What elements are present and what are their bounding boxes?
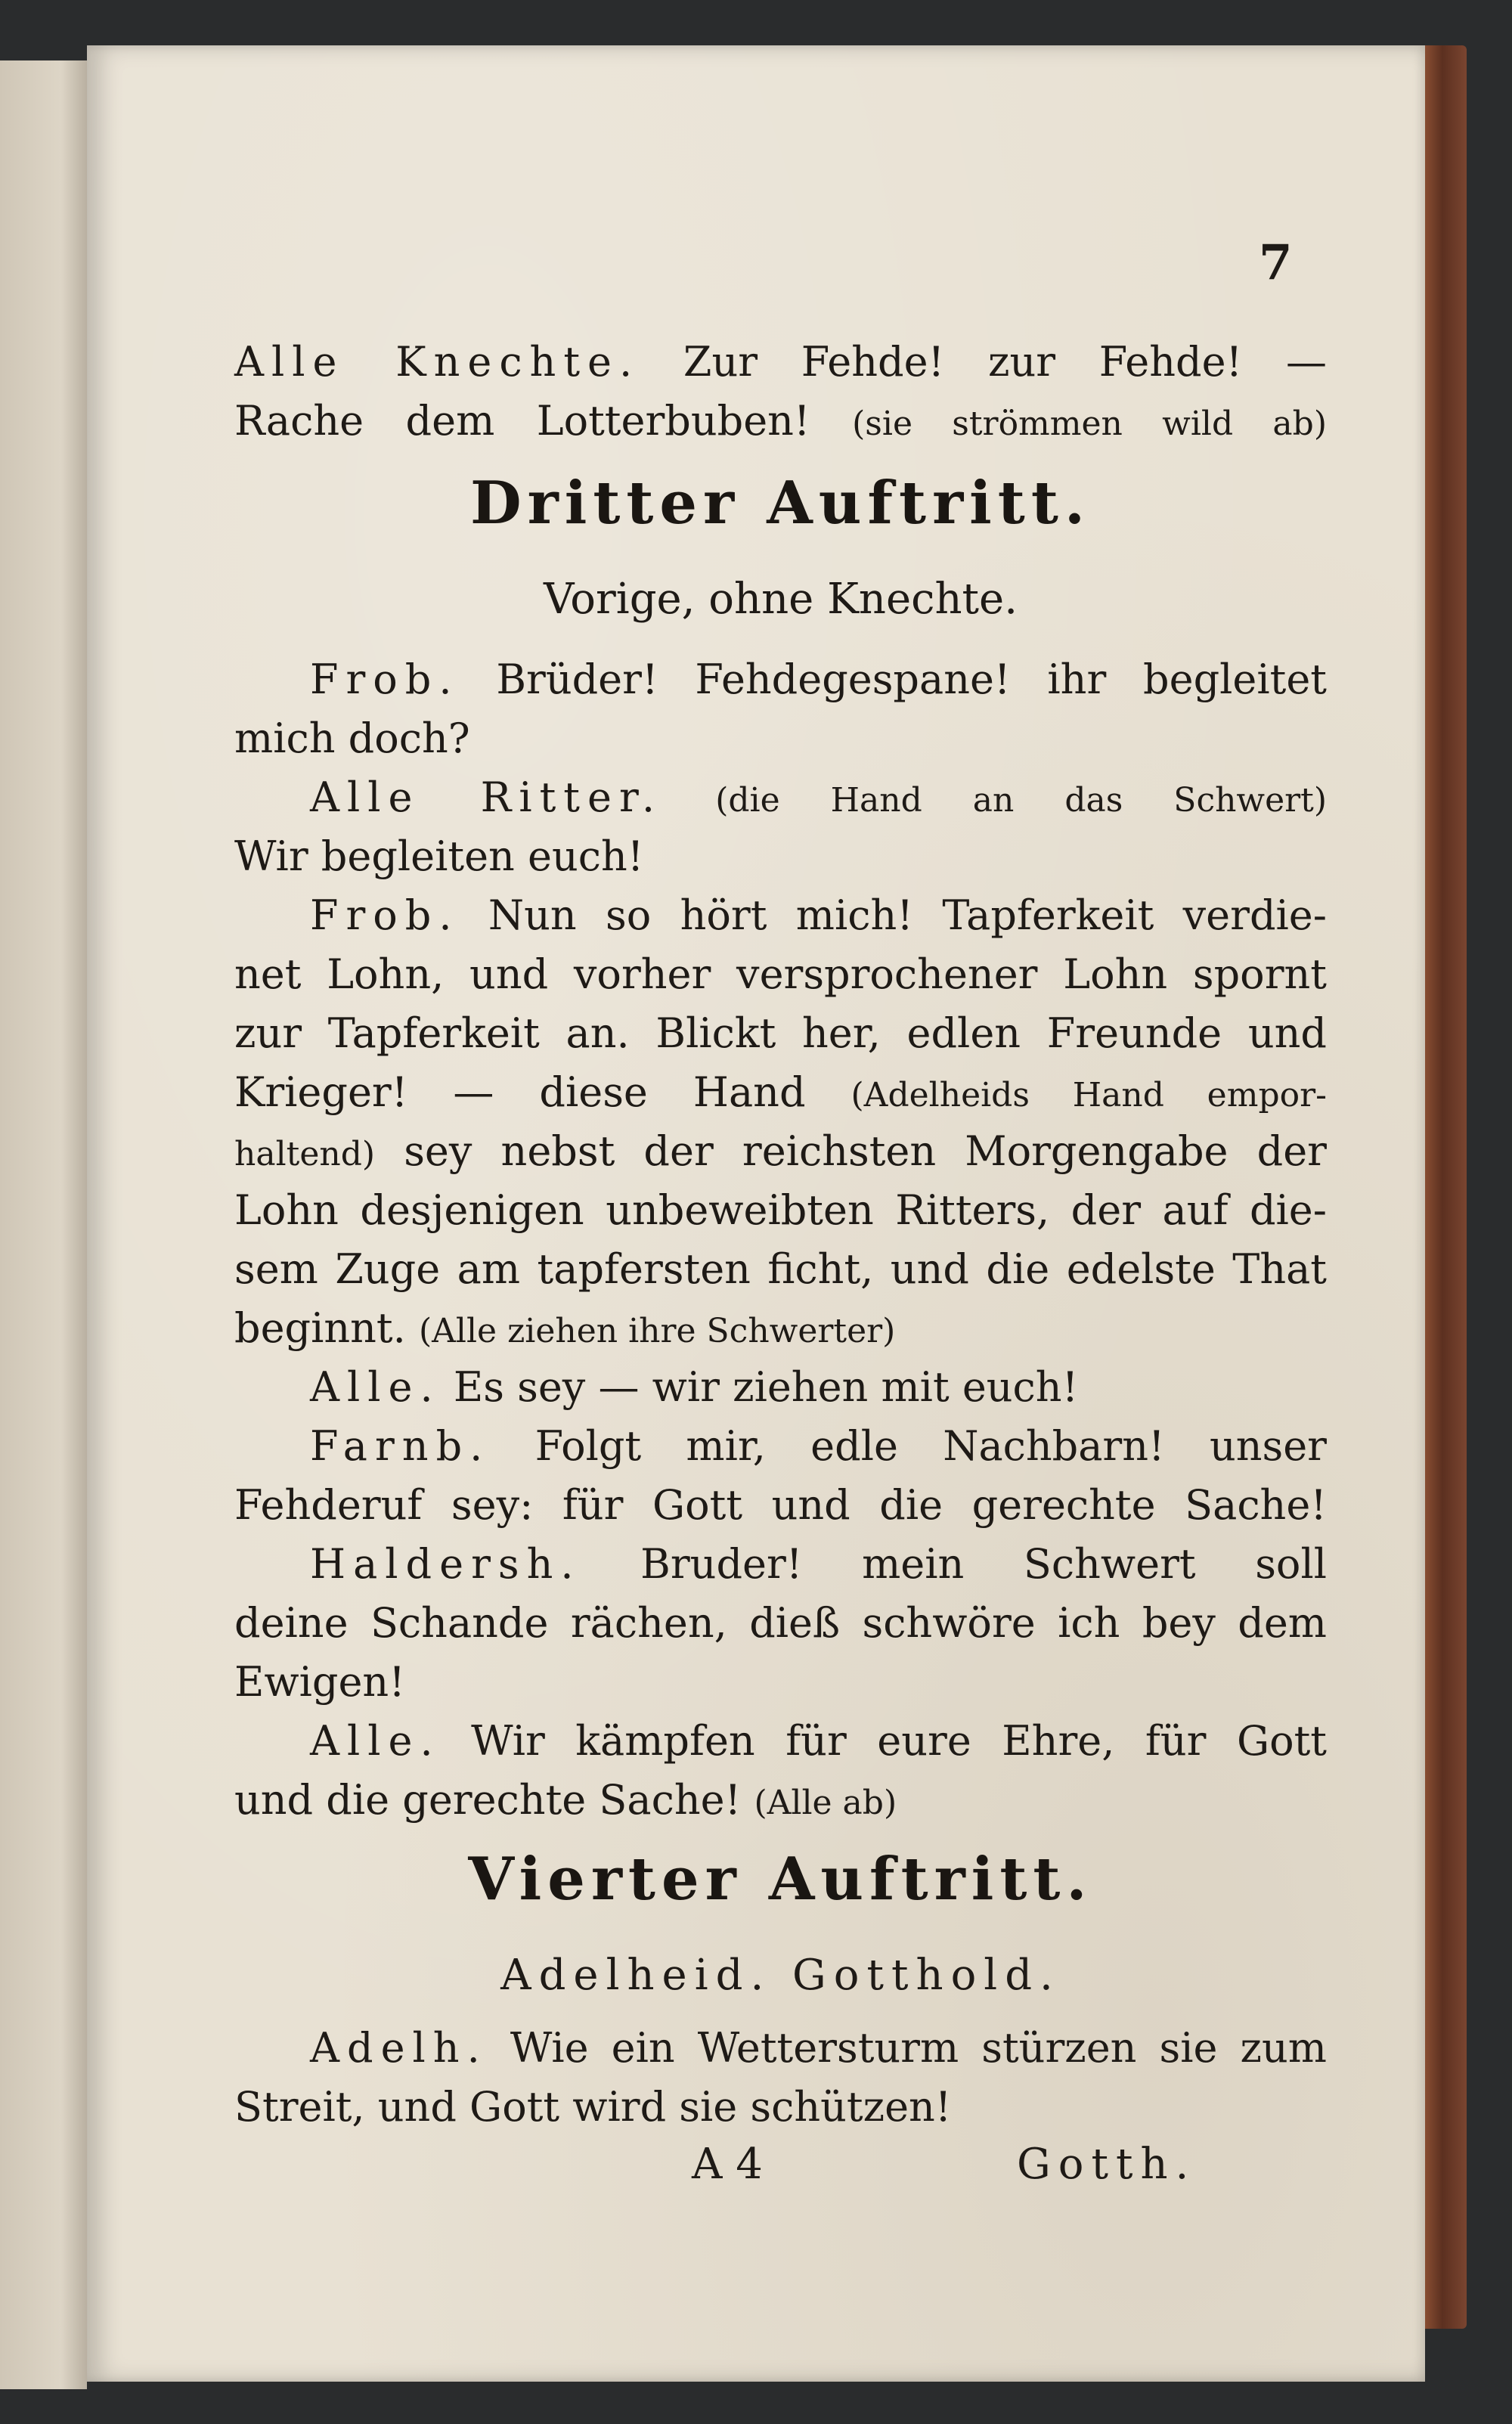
text-line-15 [234,1358,1327,1417]
stage-direction: (Alle ziehen ihre Schwerter) [418,1312,896,1350]
text-line-12 [234,1181,1327,1240]
dialogue: Ewigen! [234,1658,405,1706]
text-line-16 [234,1417,1327,1476]
dialogue: Zur Fehde! zur Fehde! — [683,338,1327,386]
text-line-23 [234,2019,1327,2078]
stage-direction: (die Hand an das Schwert) [715,781,1328,820]
text-line-24 [234,2078,1327,2137]
scene-heading-4: Vierter Auftritt. [468,1845,1093,1914]
dialogue: Bruder! mein Schwert soll [640,1540,1327,1588]
dialogue: Fehderuf sey: für Gott und die gerechte Sache! [234,1481,1327,1529]
text-line-4 [234,709,1327,768]
stage-direction: (Alle ab) [754,1784,897,1822]
dialogue: und die gerechte Sache! [234,1776,742,1824]
text-line-6 [234,827,1327,886]
dialogue: Streit, und Gott wird sie schützen! [234,2083,952,2131]
stage-direction: haltend) [234,1135,376,1173]
text-line-22 [234,1771,1327,1833]
speaker: Adelh. [310,2024,488,2072]
text-line-9 [234,1004,1327,1063]
text-line-21 [234,1712,1327,1771]
catchword: Gotth. [1017,2140,1197,2189]
text-line-5 [234,768,1327,830]
speaker: Farnb. [310,1422,491,1470]
dialogue: sey nebst der reichsten Morgengabe der [404,1127,1327,1175]
speaker: Alle Knechte. [234,338,640,386]
page-number: 7 [1259,234,1293,291]
text-line-19 [234,1594,1327,1653]
dialogue: deine Schande rächen, dieß schwöre ich bey dem [234,1599,1327,1647]
book-page [87,45,1425,2382]
text-line-14 [234,1299,1327,1361]
facing-page-edge [0,60,87,2389]
speaker: Frob. [310,891,460,939]
text-line-20 [234,1653,1327,1712]
text-line-7 [234,886,1327,945]
speaker: Alle. [310,1717,441,1765]
scene-heading-3: Dritter Auftritt. [469,469,1092,538]
dialogue: Folgt mir, edle Nachbarn! unser [534,1422,1327,1470]
speaker: Alle Ritter. [310,773,663,821]
dialogue: mich doch? [234,714,470,762]
dialogue: Wie ein Wettersturm stürzen sie zum [510,2024,1327,2072]
speaker: Frob. [310,656,460,703]
dialogue: Wir kämpfen für eure Ehre, für Gott [471,1717,1327,1765]
text-line-10 [234,1063,1327,1125]
dialogue: net Lohn, und vorher versprochener Lohn spornt [234,950,1327,998]
dialogue: sem Zuge am tapfersten ficht, und die edelste That [234,1245,1327,1293]
text-line-1 [234,333,1327,392]
dialogue: Wir begleiten euch! [234,832,644,880]
dialogue: zur Tapferkeit an. Blickt her, edlen Freunde und [234,1009,1327,1057]
text-line-11 [234,1122,1327,1184]
stage-direction: (sie strömmen wild ab) [852,405,1327,443]
stage-direction: (Adelheids Hand empor- [850,1076,1327,1114]
dialogue: Rache dem Lotterbuben! [234,397,810,445]
dialogue: Es sey — wir ziehen mit euch! [453,1363,1079,1411]
dialogue: Krieger! — diese Hand [234,1068,806,1116]
text-line-8 [234,945,1327,1004]
dialogue: Lohn desjenigen unbeweibten Ritters, der auf die- [234,1186,1327,1234]
text-line-17 [234,1476,1327,1535]
scene-cast-3: Vorige, ohne Knechte. [544,575,1018,624]
text-line-2 [234,392,1327,454]
dialogue: beginnt. [234,1304,406,1352]
dialogue: Nun so hört mich! Tapferkeit verdie- [488,891,1327,939]
speaker: Alle. [310,1363,441,1411]
dialogue: Brüder! Fehdegespane! ihr begleitet [496,656,1328,703]
signature-mark: A 4 [692,2140,763,2189]
scene-cast-4: Adelheid. Gotthold. [500,1951,1061,2000]
text-line-13 [234,1240,1327,1299]
text-line-18 [234,1535,1327,1594]
text-line-3 [234,650,1327,709]
speaker: Haldersh. [310,1540,581,1588]
